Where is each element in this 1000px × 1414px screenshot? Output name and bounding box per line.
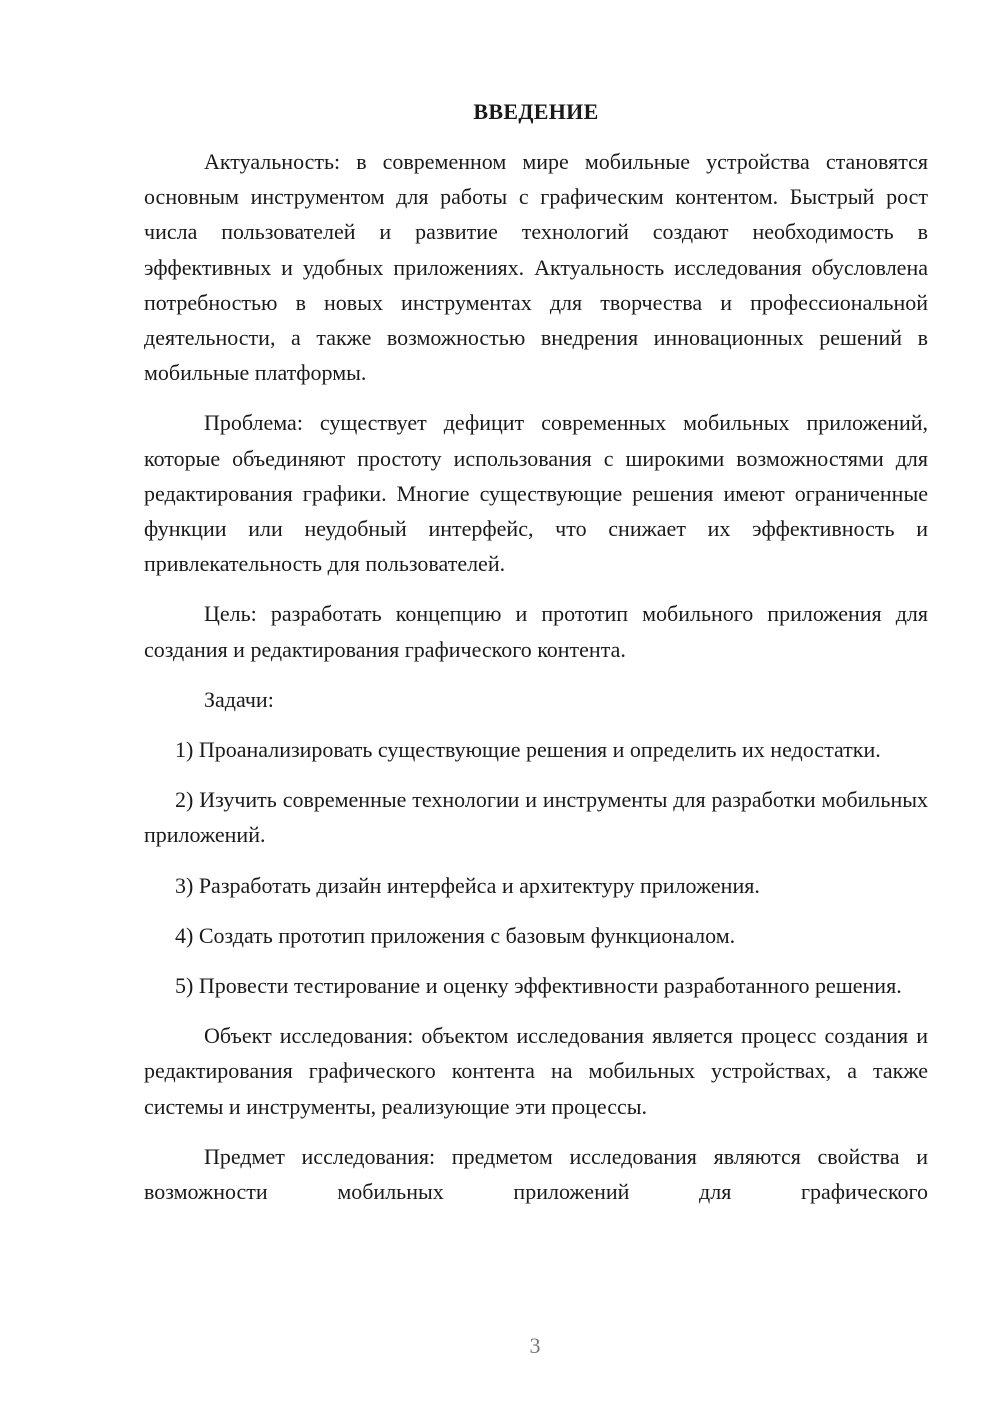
task-item-3: 3) Разработать дизайн интерфейса и архитектуру приложения. — [175, 872, 760, 898]
task-item-5: 5) Провести тестирование и оценку эффективности разработанного решения. — [175, 973, 902, 999]
paragraph-object: Объект исследования: объектом исследования является процесс создания и редактирования графического контента на мобильных устройствах, а также системы и инструменты, реализующие эти процессы. — [144, 1023, 928, 1119]
task-item-2: 2) Изучить современные технологии и инструменты для разработки мобильных приложений. — [144, 787, 928, 848]
paragraph-subject: Предмет исследования: предметом исследования являются свойства и возможности мобильных приложений для графического — [144, 1143, 928, 1205]
paragraph-relevance: Актуальность: в современном мире мобильные устройства становятся основным инструментом для работы с графическим контентом. Быстрый рост числа пользователей и развитие технологий создают необходимость в эффективных и удобных приложениях. Актуальность исследования обусловлена потребностью в новых инструментах для творчества и профессиональной деятельности, а также возможностью внедрения инновационных решений в мобильные платформы. — [144, 149, 928, 386]
paragraph-tasks-label: Задачи: — [204, 686, 274, 712]
page-content — [144, 94, 928, 1209]
section-heading: ВВЕДЕНИЕ — [473, 99, 599, 124]
paragraph-goal: Цель: разработать концепцию и прототип мобильного приложения для создания и редактирования графического контента. — [144, 601, 928, 662]
task-item-1: 1) Проанализировать существующие решения и определить их недостатки. — [175, 737, 881, 763]
paragraph-problem: Проблема: существует дефицит современных мобильных приложений, которые объединяют простоту использования с широкими возможностями для редактирования графики. Многие существующие решения имеют ограниченные функции или неудобный интерфейс, что снижает их эффективность и привлекательность для пользователей. — [144, 410, 928, 577]
task-item-4: 4) Создать прототип приложения с базовым функционалом. — [175, 922, 736, 948]
page-number: 3 — [529, 1333, 541, 1358]
